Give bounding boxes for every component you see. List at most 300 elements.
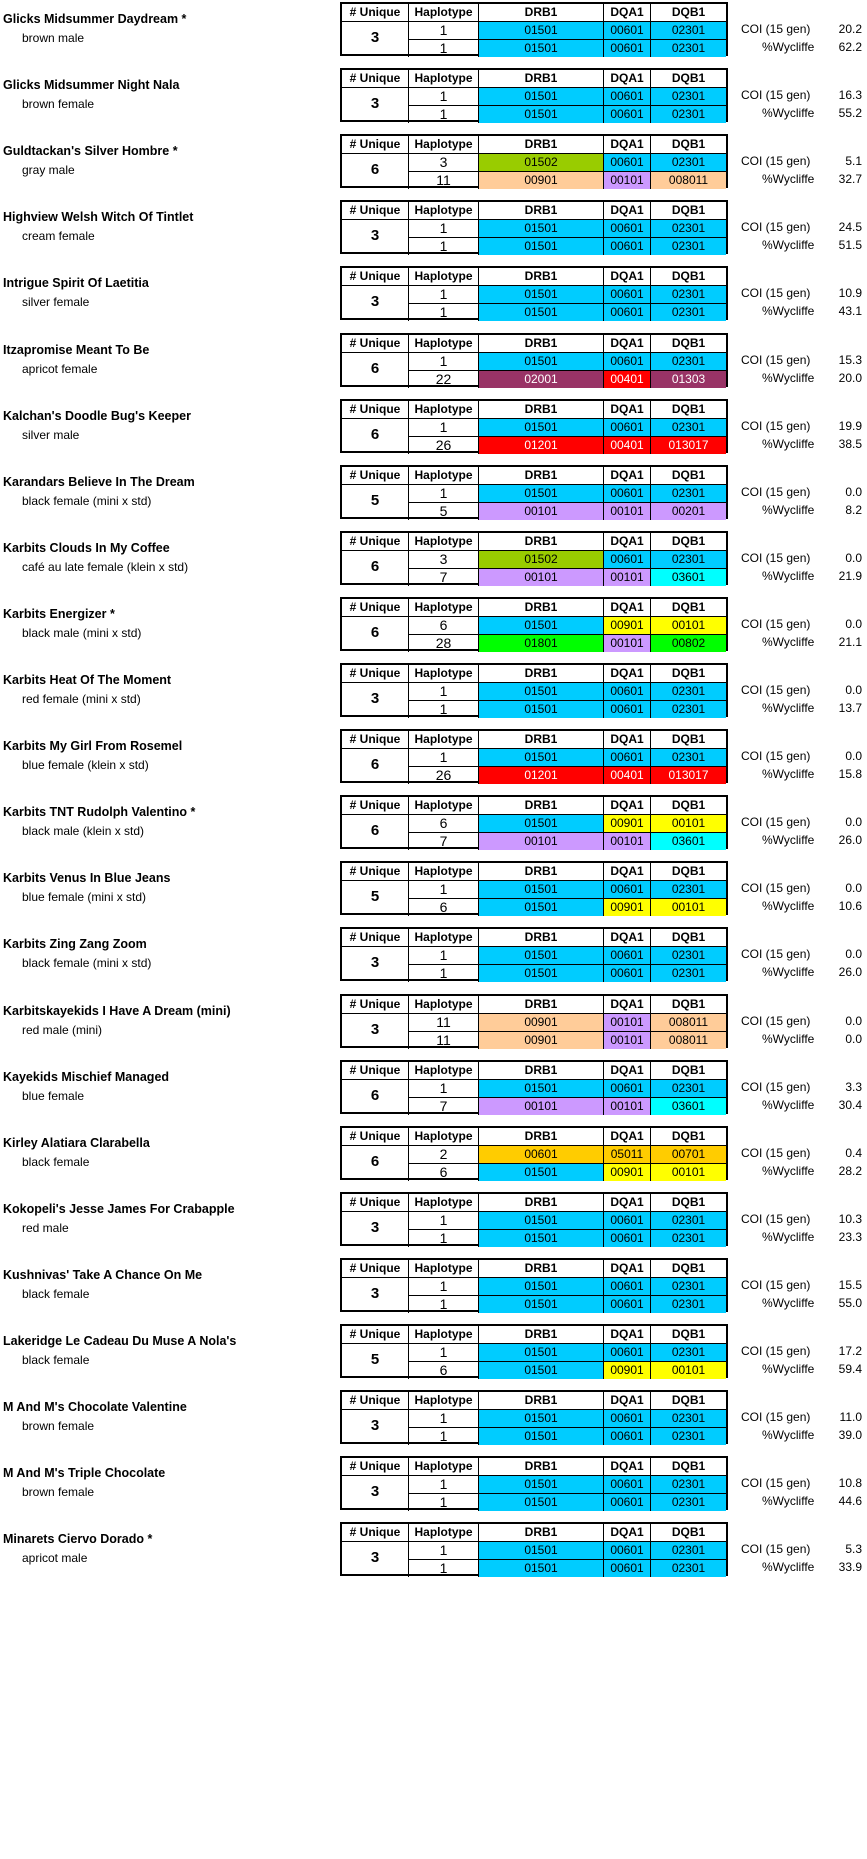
drb1-allele: 00901 bbox=[478, 1014, 603, 1032]
dqb1-allele: 01303 bbox=[650, 370, 726, 388]
header-drb1: DRB1 bbox=[478, 599, 603, 617]
dqb1-allele: 02301 bbox=[650, 1493, 726, 1511]
dog-description: red male bbox=[22, 1220, 69, 1235]
dog-description: brown female bbox=[22, 1485, 95, 1500]
header-unique: # Unique bbox=[342, 136, 408, 154]
header-dqb1: DQB1 bbox=[650, 1194, 726, 1212]
header-drb1: DRB1 bbox=[478, 401, 603, 419]
haplotype-number: 5 bbox=[408, 502, 478, 520]
dog-name: Itzapromise Meant To Be bbox=[3, 342, 150, 357]
dqa1-allele: 00601 bbox=[603, 154, 650, 172]
dqb1-allele: 013017 bbox=[650, 766, 726, 784]
coi-value: 16.3 bbox=[838, 88, 862, 103]
dqa1-allele: 00101 bbox=[603, 1014, 650, 1032]
dqb1-allele: 008011 bbox=[650, 1031, 726, 1049]
header-haplotype: Haplotype bbox=[408, 401, 478, 419]
header-dqa1: DQA1 bbox=[603, 533, 650, 551]
dqa1-allele: 00601 bbox=[603, 1229, 650, 1247]
dqb1-allele: 03601 bbox=[650, 832, 726, 850]
wycliffe-value: 0.0 bbox=[845, 1031, 862, 1046]
drb1-allele: 01502 bbox=[478, 551, 603, 569]
dqb1-allele: 02301 bbox=[650, 881, 726, 899]
wycliffe-label: %Wycliffe bbox=[762, 1494, 815, 1509]
coi-label: COI (15 gen) bbox=[741, 616, 811, 631]
haplotype-number: 1 bbox=[408, 485, 478, 503]
haplotype-number: 6 bbox=[408, 617, 478, 635]
wycliffe-value: 21.9 bbox=[838, 568, 862, 583]
coi-label: COI (15 gen) bbox=[741, 1211, 811, 1226]
haplotype-number: 22 bbox=[408, 370, 478, 388]
haplotype-number: 1 bbox=[408, 1542, 478, 1560]
dog-name: Kayekids Mischief Managed bbox=[3, 1069, 170, 1084]
haplotype-number: 6 bbox=[408, 1163, 478, 1181]
wycliffe-value: 38.5 bbox=[838, 436, 862, 451]
dqb1-allele: 02301 bbox=[650, 419, 726, 437]
unique-count: 3 bbox=[370, 1549, 380, 1567]
coi-label: COI (15 gen) bbox=[741, 881, 811, 896]
header-drb1: DRB1 bbox=[478, 1392, 603, 1410]
header-haplotype: Haplotype bbox=[408, 599, 478, 617]
dog-name: Kalchan's Doodle Bug's Keeper bbox=[3, 408, 191, 423]
dqb1-allele: 02301 bbox=[650, 947, 726, 965]
header-haplotype: Haplotype bbox=[408, 1128, 478, 1146]
dqb1-allele: 02301 bbox=[650, 700, 726, 718]
haplotype-number: 28 bbox=[408, 634, 478, 652]
dqb1-allele: 02301 bbox=[650, 353, 726, 371]
haplotype-number: 1 bbox=[408, 105, 478, 123]
haplotype-table bbox=[340, 663, 728, 717]
dqa1-allele: 00601 bbox=[603, 964, 650, 982]
dqa1-allele: 00101 bbox=[603, 1031, 650, 1049]
header-dqa1: DQA1 bbox=[603, 797, 650, 815]
header-drb1: DRB1 bbox=[478, 863, 603, 881]
dog-description: blue female (klein x std) bbox=[22, 758, 149, 773]
header-drb1: DRB1 bbox=[478, 335, 603, 353]
coi-label: COI (15 gen) bbox=[741, 484, 811, 499]
header-drb1: DRB1 bbox=[478, 533, 603, 551]
coi-value: 0.0 bbox=[845, 683, 862, 697]
dqa1-allele: 00601 bbox=[603, 88, 650, 106]
dqb1-allele: 02301 bbox=[650, 1542, 726, 1560]
dqb1-allele: 00101 bbox=[650, 898, 726, 916]
coi-value: 0.0 bbox=[845, 947, 862, 962]
coi-label: COI (15 gen) bbox=[741, 749, 811, 764]
dog-description: silver female bbox=[22, 295, 90, 310]
header-dqb1: DQB1 bbox=[650, 731, 726, 749]
haplotype-table bbox=[340, 68, 728, 122]
wycliffe-label: %Wycliffe bbox=[762, 1163, 815, 1178]
dog-name: Karbits Zing Zang Zoom bbox=[3, 937, 147, 952]
header-haplotype: Haplotype bbox=[408, 996, 478, 1014]
dog-name: Kirley Alatiara Clarabella bbox=[3, 1135, 150, 1150]
header-dqa1: DQA1 bbox=[603, 1062, 650, 1080]
header-dqb1: DQB1 bbox=[650, 202, 726, 220]
drb1-allele: 01501 bbox=[478, 1080, 603, 1098]
haplotype-number: 1 bbox=[408, 353, 478, 371]
coi-label: COI (15 gen) bbox=[741, 88, 811, 103]
coi-value: 0.0 bbox=[845, 815, 862, 830]
coi-value: 0.0 bbox=[845, 484, 862, 499]
dog-name: Karbits Heat Of The Moment bbox=[3, 673, 172, 687]
drb1-allele: 01501 bbox=[478, 1427, 603, 1445]
haplotype-number: 1 bbox=[408, 22, 478, 40]
dog-name: Karbits Venus In Blue Jeans bbox=[3, 871, 171, 886]
header-dqb1: DQB1 bbox=[650, 1326, 726, 1344]
header-unique: # Unique bbox=[342, 665, 408, 683]
dog-name: Intrigue Spirit Of Laetitia bbox=[3, 276, 149, 291]
dqa1-allele: 00401 bbox=[603, 370, 650, 388]
wycliffe-value: 30.4 bbox=[838, 1097, 862, 1112]
dqb1-allele: 02301 bbox=[650, 1427, 726, 1445]
coi-value: 0.4 bbox=[845, 1145, 862, 1160]
haplotype-number: 1 bbox=[408, 1476, 478, 1494]
haplotype-number: 2 bbox=[408, 1146, 478, 1164]
dog-name: M And M's Triple Chocolate bbox=[3, 1466, 166, 1481]
header-unique: # Unique bbox=[342, 467, 408, 485]
drb1-allele: 01501 bbox=[478, 964, 603, 982]
header-dqb1: DQB1 bbox=[650, 533, 726, 551]
header-drb1: DRB1 bbox=[478, 797, 603, 815]
haplotype-table bbox=[340, 465, 728, 519]
coi-label: COI (15 gen) bbox=[741, 1079, 811, 1094]
coi-label: COI (15 gen) bbox=[741, 683, 811, 697]
wycliffe-value: 44.6 bbox=[838, 1494, 862, 1509]
unique-count: 3 bbox=[370, 1284, 380, 1302]
wycliffe-value: 55.2 bbox=[838, 106, 862, 121]
header-unique: # Unique bbox=[342, 1128, 408, 1146]
haplotype-table bbox=[340, 1060, 728, 1114]
drb1-allele: 01501 bbox=[478, 1559, 603, 1577]
haplotype-table bbox=[340, 1324, 728, 1378]
unique-count: 6 bbox=[370, 161, 380, 179]
dog-description: apricot male bbox=[22, 1551, 88, 1566]
dqa1-allele: 00601 bbox=[603, 22, 650, 40]
wycliffe-label: %Wycliffe bbox=[762, 1428, 815, 1443]
coi-value: 5.3 bbox=[845, 1542, 862, 1557]
coi-label: COI (15 gen) bbox=[741, 352, 811, 367]
drb1-allele: 00101 bbox=[478, 832, 603, 850]
dqa1-allele: 00601 bbox=[603, 1344, 650, 1362]
header-unique: # Unique bbox=[342, 268, 408, 286]
wycliffe-label: %Wycliffe bbox=[762, 304, 815, 319]
dqb1-allele: 03601 bbox=[650, 1097, 726, 1115]
wycliffe-value: 23.3 bbox=[838, 1229, 862, 1244]
wycliffe-value: 26.0 bbox=[838, 965, 862, 980]
haplotype-number: 1 bbox=[408, 1559, 478, 1577]
header-drb1: DRB1 bbox=[478, 665, 603, 683]
header-unique: # Unique bbox=[342, 401, 408, 419]
haplotype-table bbox=[340, 795, 728, 849]
header-haplotype: Haplotype bbox=[408, 467, 478, 485]
dqa1-allele: 00101 bbox=[603, 568, 650, 586]
haplotype-table bbox=[340, 994, 728, 1048]
haplotype-number: 7 bbox=[408, 568, 478, 586]
wycliffe-label: %Wycliffe bbox=[762, 1295, 815, 1310]
header-dqa1: DQA1 bbox=[603, 1458, 650, 1476]
drb1-allele: 00101 bbox=[478, 1097, 603, 1115]
header-dqb1: DQB1 bbox=[650, 797, 726, 815]
header-dqb1: DQB1 bbox=[650, 929, 726, 947]
coi-value: 0.0 bbox=[845, 881, 862, 896]
dqa1-allele: 00101 bbox=[603, 832, 650, 850]
drb1-allele: 01501 bbox=[478, 105, 603, 123]
dqa1-allele: 00601 bbox=[603, 1278, 650, 1296]
dqa1-allele: 00601 bbox=[603, 1493, 650, 1511]
haplotype-table bbox=[340, 1258, 728, 1312]
coi-value: 11.0 bbox=[839, 1410, 862, 1425]
haplotype-table bbox=[340, 927, 728, 981]
wycliffe-value: 32.7 bbox=[838, 172, 862, 187]
drb1-allele: 01501 bbox=[478, 1410, 603, 1428]
header-drb1: DRB1 bbox=[478, 1194, 603, 1212]
drb1-allele: 01502 bbox=[478, 154, 603, 172]
dog-name: Karbitskayekids I Have A Dream (mini) bbox=[3, 1003, 231, 1018]
header-drb1: DRB1 bbox=[478, 1524, 603, 1542]
haplotype-number: 1 bbox=[408, 39, 478, 57]
dog-description: café au late female (klein x std) bbox=[22, 559, 189, 574]
dog-description: brown male bbox=[22, 31, 85, 45]
wycliffe-value: 39.0 bbox=[838, 1428, 862, 1443]
header-haplotype: Haplotype bbox=[408, 70, 478, 88]
haplotype-table bbox=[340, 2, 728, 56]
dqb1-allele: 02301 bbox=[650, 22, 726, 40]
haplotype-table bbox=[340, 531, 728, 585]
header-haplotype: Haplotype bbox=[408, 797, 478, 815]
haplotype-number: 26 bbox=[408, 766, 478, 784]
header-drb1: DRB1 bbox=[478, 1326, 603, 1344]
header-dqa1: DQA1 bbox=[603, 70, 650, 88]
header-dqa1: DQA1 bbox=[603, 467, 650, 485]
header-drb1: DRB1 bbox=[478, 202, 603, 220]
dqa1-allele: 00601 bbox=[603, 683, 650, 701]
header-dqa1: DQA1 bbox=[603, 401, 650, 419]
dog-name: Glicks Midsummer Daydream * bbox=[3, 12, 187, 26]
wycliffe-value: 15.8 bbox=[838, 767, 862, 782]
dqa1-allele: 00601 bbox=[603, 1080, 650, 1098]
header-haplotype: Haplotype bbox=[408, 202, 478, 220]
wycliffe-label: %Wycliffe bbox=[762, 106, 815, 121]
coi-value: 10.3 bbox=[838, 1211, 862, 1226]
haplotype-number: 1 bbox=[408, 1344, 478, 1362]
dog-description: cream female bbox=[22, 229, 95, 244]
header-haplotype: Haplotype bbox=[408, 929, 478, 947]
haplotype-number: 1 bbox=[408, 1295, 478, 1313]
dqb1-allele: 02301 bbox=[650, 1344, 726, 1362]
header-haplotype: Haplotype bbox=[408, 268, 478, 286]
haplotype-number: 1 bbox=[408, 303, 478, 321]
drb1-allele: 01501 bbox=[478, 286, 603, 304]
coi-value: 17.2 bbox=[838, 1344, 862, 1358]
haplotype-table bbox=[340, 1522, 728, 1576]
haplotype-number: 6 bbox=[408, 1361, 478, 1379]
wycliffe-value: 33.9 bbox=[838, 1560, 862, 1575]
haplotype-number: 1 bbox=[408, 964, 478, 982]
coi-label: COI (15 gen) bbox=[741, 815, 811, 830]
dqb1-allele: 02301 bbox=[650, 220, 726, 238]
header-drb1: DRB1 bbox=[478, 467, 603, 485]
dqb1-allele: 00201 bbox=[650, 502, 726, 520]
unique-count: 6 bbox=[370, 1086, 380, 1104]
dog-description: brown female bbox=[22, 97, 95, 112]
header-unique: # Unique bbox=[342, 533, 408, 551]
dqa1-allele: 00901 bbox=[603, 815, 650, 833]
header-haplotype: Haplotype bbox=[408, 863, 478, 881]
dqb1-allele: 02301 bbox=[650, 88, 726, 106]
header-haplotype: Haplotype bbox=[408, 1062, 478, 1080]
haplotype-number: 1 bbox=[408, 1229, 478, 1247]
drb1-allele: 01501 bbox=[478, 1212, 603, 1230]
coi-label: COI (15 gen) bbox=[741, 1542, 811, 1557]
dqb1-allele: 02301 bbox=[650, 1278, 726, 1296]
header-haplotype: Haplotype bbox=[408, 136, 478, 154]
header-dqb1: DQB1 bbox=[650, 335, 726, 353]
header-dqb1: DQB1 bbox=[650, 599, 726, 617]
haplotype-number: 7 bbox=[408, 832, 478, 850]
dog-name: Karbits TNT Rudolph Valentino * bbox=[3, 805, 196, 820]
drb1-allele: 01501 bbox=[478, 485, 603, 503]
drb1-allele: 01501 bbox=[478, 881, 603, 899]
coi-label: COI (15 gen) bbox=[741, 1410, 811, 1425]
wycliffe-value: 28.2 bbox=[838, 1163, 862, 1178]
drb1-allele: 01501 bbox=[478, 39, 603, 57]
header-drb1: DRB1 bbox=[478, 1260, 603, 1278]
haplotype-table bbox=[340, 399, 728, 453]
coi-value: 20.2 bbox=[838, 22, 862, 36]
haplotype-number: 1 bbox=[408, 881, 478, 899]
coi-value: 15.3 bbox=[838, 352, 862, 367]
dqa1-allele: 00601 bbox=[603, 1212, 650, 1230]
coi-value: 15.5 bbox=[838, 1277, 862, 1292]
wycliffe-value: 13.7 bbox=[838, 701, 862, 715]
wycliffe-label: %Wycliffe bbox=[762, 1560, 815, 1575]
drb1-allele: 01201 bbox=[478, 766, 603, 784]
header-haplotype: Haplotype bbox=[408, 533, 478, 551]
header-drb1: DRB1 bbox=[478, 1128, 603, 1146]
dqb1-allele: 008011 bbox=[650, 1014, 726, 1032]
header-dqa1: DQA1 bbox=[603, 1194, 650, 1212]
coi-value: 10.8 bbox=[838, 1476, 862, 1491]
wycliffe-value: 20.0 bbox=[838, 370, 862, 385]
dog-description: black female bbox=[22, 1286, 90, 1301]
header-drb1: DRB1 bbox=[478, 731, 603, 749]
dqa1-allele: 00601 bbox=[603, 419, 650, 437]
haplotype-number: 26 bbox=[408, 436, 478, 454]
drb1-allele: 01501 bbox=[478, 947, 603, 965]
header-dqa1: DQA1 bbox=[603, 1326, 650, 1344]
dog-name: Kushnivas' Take A Chance On Me bbox=[3, 1267, 203, 1282]
haplotype-table bbox=[340, 1390, 728, 1444]
header-dqa1: DQA1 bbox=[603, 863, 650, 881]
drb1-allele: 01501 bbox=[478, 1361, 603, 1379]
dog-name: Karbits My Girl From Rosemel bbox=[3, 739, 183, 754]
header-dqb1: DQB1 bbox=[650, 70, 726, 88]
dqb1-allele: 02301 bbox=[650, 1559, 726, 1577]
drb1-allele: 01501 bbox=[478, 1278, 603, 1296]
header-dqb1: DQB1 bbox=[650, 401, 726, 419]
header-unique: # Unique bbox=[342, 4, 408, 22]
haplotype-number: 1 bbox=[408, 220, 478, 238]
dqa1-allele: 00601 bbox=[603, 1542, 650, 1560]
dog-description: blue female (mini x std) bbox=[22, 890, 147, 905]
dqa1-allele: 00601 bbox=[603, 220, 650, 238]
dqa1-allele: 00101 bbox=[603, 171, 650, 189]
dqb1-allele: 02301 bbox=[650, 286, 726, 304]
haplotype-number: 11 bbox=[408, 1031, 478, 1049]
unique-count: 5 bbox=[370, 888, 380, 906]
header-dqa1: DQA1 bbox=[603, 268, 650, 286]
header-haplotype: Haplotype bbox=[408, 335, 478, 353]
dqa1-allele: 00401 bbox=[603, 766, 650, 784]
coi-label: COI (15 gen) bbox=[741, 286, 811, 301]
haplotype-number: 11 bbox=[408, 171, 478, 189]
dqa1-allele: 00101 bbox=[603, 634, 650, 652]
header-unique: # Unique bbox=[342, 1194, 408, 1212]
dqa1-allele: 00601 bbox=[603, 1476, 650, 1494]
haplotype-table bbox=[340, 333, 728, 387]
unique-count: 3 bbox=[370, 1218, 380, 1236]
drb1-allele: 01501 bbox=[478, 1295, 603, 1313]
header-haplotype: Haplotype bbox=[408, 1260, 478, 1278]
header-haplotype: Haplotype bbox=[408, 665, 478, 683]
header-drb1: DRB1 bbox=[478, 1062, 603, 1080]
dqb1-allele: 02301 bbox=[650, 551, 726, 569]
dqa1-allele: 00601 bbox=[603, 1295, 650, 1313]
drb1-allele: 01501 bbox=[478, 898, 603, 916]
drb1-allele: 01501 bbox=[478, 815, 603, 833]
haplotype-number: 1 bbox=[408, 947, 478, 965]
dqa1-allele: 00601 bbox=[603, 237, 650, 255]
dqb1-allele: 00802 bbox=[650, 634, 726, 652]
dog-name: Karbits Energizer * bbox=[3, 606, 115, 621]
header-drb1: DRB1 bbox=[478, 268, 603, 286]
header-unique: # Unique bbox=[342, 797, 408, 815]
dog-description: apricot female bbox=[22, 361, 98, 376]
dog-description: blue female bbox=[22, 1088, 85, 1103]
coi-value: 0.0 bbox=[845, 1013, 862, 1028]
dqa1-allele: 00601 bbox=[603, 551, 650, 569]
dqb1-allele: 00701 bbox=[650, 1146, 726, 1164]
dog-name: M And M's Chocolate Valentine bbox=[3, 1400, 187, 1415]
header-unique: # Unique bbox=[342, 863, 408, 881]
haplotype-number: 6 bbox=[408, 815, 478, 833]
haplotype-table bbox=[340, 729, 728, 783]
dqb1-allele: 02301 bbox=[650, 1080, 726, 1098]
coi-label: COI (15 gen) bbox=[741, 154, 811, 169]
dqa1-allele: 00601 bbox=[603, 1559, 650, 1577]
drb1-allele: 01501 bbox=[478, 353, 603, 371]
coi-label: COI (15 gen) bbox=[741, 1344, 811, 1358]
header-unique: # Unique bbox=[342, 996, 408, 1014]
header-unique: # Unique bbox=[342, 335, 408, 353]
haplotype-number: 1 bbox=[408, 1080, 478, 1098]
wycliffe-label: %Wycliffe bbox=[762, 238, 815, 253]
unique-count: 3 bbox=[370, 29, 380, 46]
drb1-allele: 01501 bbox=[478, 220, 603, 238]
header-dqa1: DQA1 bbox=[603, 996, 650, 1014]
haplotype-number: 1 bbox=[408, 237, 478, 255]
dqa1-allele: 00901 bbox=[603, 1163, 650, 1181]
coi-label: COI (15 gen) bbox=[741, 1476, 811, 1491]
wycliffe-label: %Wycliffe bbox=[762, 1097, 815, 1112]
haplotype-table bbox=[340, 861, 728, 915]
haplotype-table bbox=[340, 1192, 728, 1246]
dqa1-allele: 00601 bbox=[603, 286, 650, 304]
coi-label: COI (15 gen) bbox=[741, 418, 811, 433]
header-haplotype: Haplotype bbox=[408, 1326, 478, 1344]
coi-label: COI (15 gen) bbox=[741, 22, 811, 36]
haplotype-table bbox=[340, 1126, 728, 1180]
coi-value: 3.3 bbox=[845, 1079, 862, 1094]
